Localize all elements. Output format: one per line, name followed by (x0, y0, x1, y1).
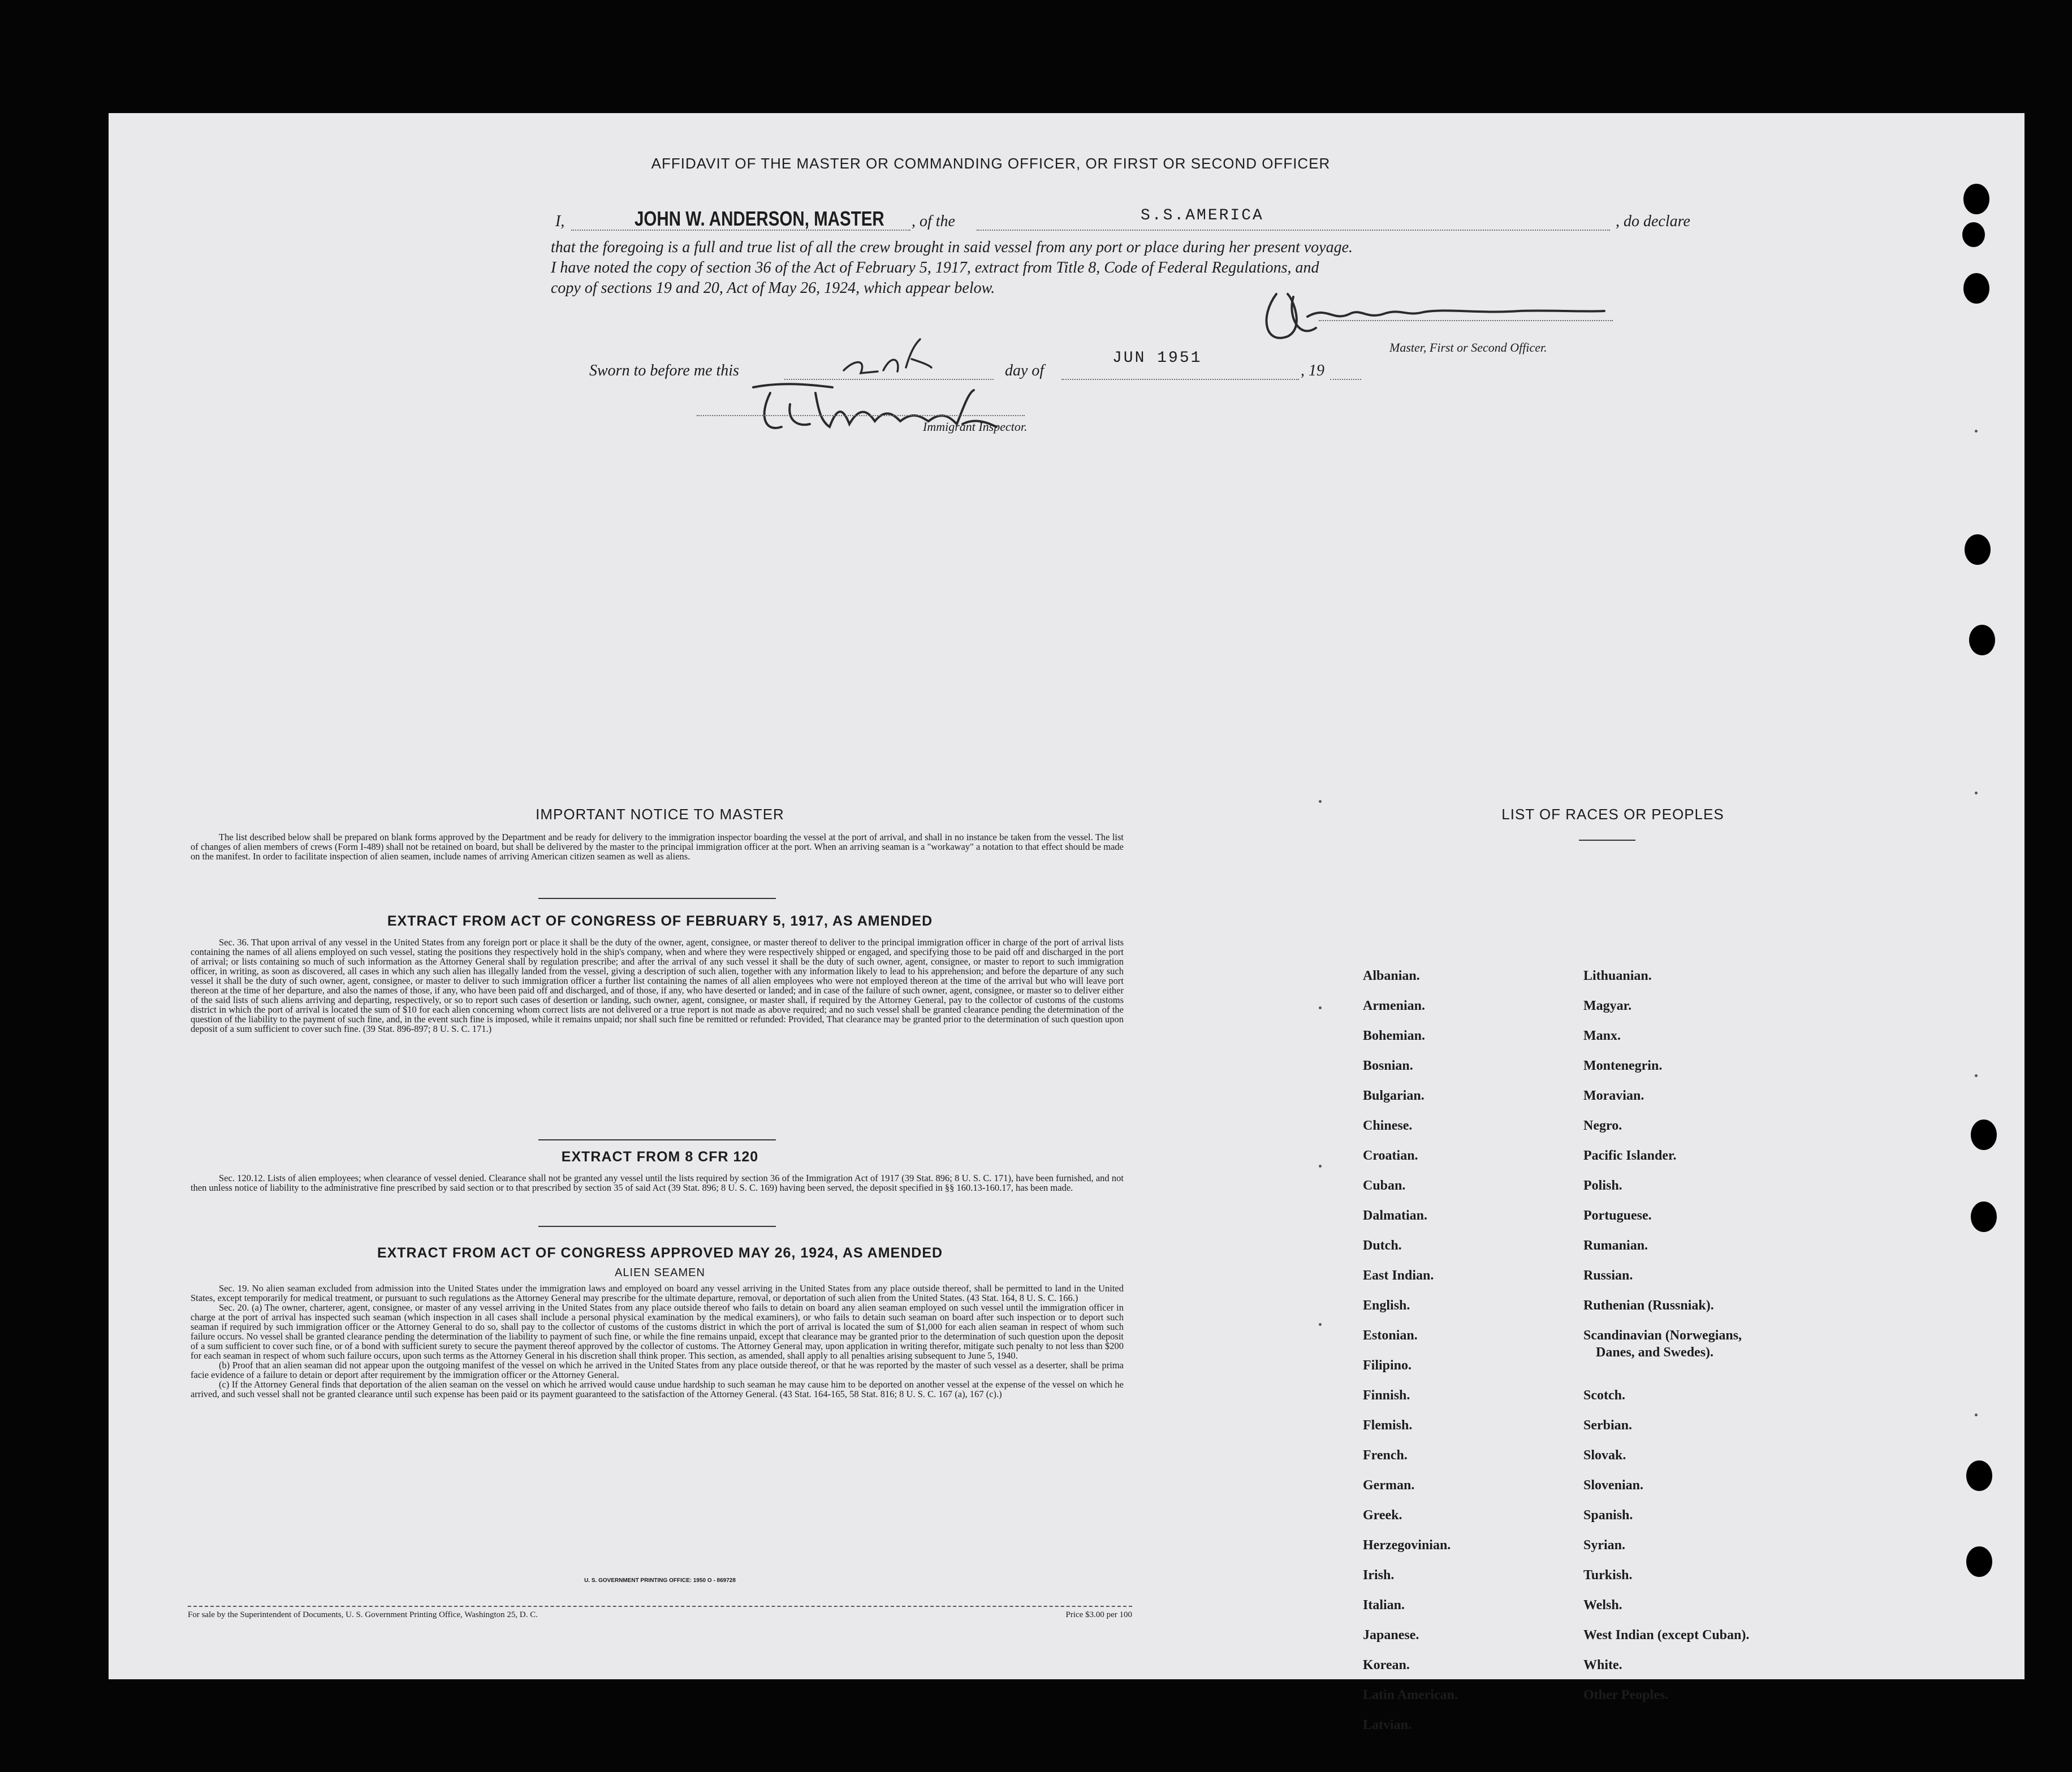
divider-3 (538, 1226, 776, 1227)
sec-20b-paragraph: (b) Proof that an alien seaman did not appear upon the outgoing manifest of the vessel on which he arrived in the United States from any place outside thereof, or that he was reported by the master of such vessel as a deserter, shall be prima facie evidence of a failure to detain or deport after requirement by the immigration officer or the Attorney General. (191, 1360, 1124, 1380)
race-item: Armenian. (1363, 999, 1425, 1013)
race-item: Korean. (1363, 1658, 1410, 1672)
race-item: Manx. (1583, 1028, 1621, 1043)
race-item: Danes, and Swedes). (1596, 1345, 1714, 1360)
race-item: Filipino. (1363, 1358, 1412, 1373)
race-item: Slovenian. (1583, 1478, 1644, 1493)
race-item: Albanian. (1363, 969, 1420, 983)
scan-speck (1975, 430, 1978, 433)
race-item: Chinese. (1363, 1118, 1413, 1133)
race-item: French. (1363, 1448, 1408, 1463)
printing-office-note: U. S. GOVERNMENT PRINTING OFFICE: 1950 O - 869728 (584, 1577, 736, 1584)
scan-speck (1319, 1165, 1322, 1168)
intro-prefix: I, (555, 213, 565, 230)
race-item: East Indian. (1363, 1268, 1434, 1283)
race-item: Bosnian. (1363, 1058, 1413, 1073)
scan-speck (1975, 1414, 1978, 1416)
affidavit-line-2: that the foregoing is a full and true list of all the crew brought in said vessel from any port or place during her present voyage. (551, 239, 1353, 256)
race-item: Scotch. (1583, 1388, 1625, 1403)
extract-1917-title: EXTRACT FROM ACT OF CONGRESS OF FEBRUARY 5, 1917, AS AMENDED (387, 913, 933, 929)
form-page (109, 113, 2024, 1732)
race-item: Slovak. (1583, 1448, 1626, 1463)
race-item: Croatian. (1363, 1148, 1418, 1163)
sec-19-paragraph: Sec. 19. No alien seaman excluded from admission into the United States under the immigration laws and employed on board any vessel arriving in the United States from any place outside thereof, shall be permitted to land in the United States, except temporarily for medical treatment, or pursuant to such regulations as the Attorney General may prescribe for the ultimate departure, removal, or deportation of such alien from the United States. (43 Stat. 164, 8 U. S. C. 166.) (191, 1283, 1124, 1303)
races-divider (1579, 840, 1635, 841)
year-line (1330, 361, 1361, 380)
extract-cfr-body (191, 1173, 1124, 1192)
race-item: Syrian. (1583, 1538, 1626, 1553)
affidavit-line-4: copy of sections 19 and 20, Act of May 26, 1924, which appear below. (551, 279, 995, 297)
race-item: Moravian. (1583, 1088, 1644, 1103)
do-declare-label: , do declare (1616, 213, 1690, 230)
race-item: Pacific Islander. (1583, 1148, 1677, 1163)
race-item: Bohemian. (1363, 1028, 1426, 1043)
extract-1924-subtitle: ALIEN SEAMEN (615, 1267, 705, 1279)
inspector-caption: Immigrant Inspector. (923, 420, 1028, 434)
extract-1924-body (191, 1283, 1124, 1399)
scan-speck (1975, 1074, 1978, 1077)
notice-title: IMPORTANT NOTICE TO MASTER (536, 806, 784, 823)
race-item: Japanese. (1363, 1628, 1419, 1643)
extract-cfr-title: EXTRACT FROM 8 CFR 120 (561, 1149, 759, 1165)
punch-hole (1966, 1546, 1992, 1577)
master-signature-line (1319, 318, 1613, 321)
race-item: Negro. (1583, 1118, 1622, 1133)
notice-body (191, 832, 1124, 861)
race-item: Dutch. (1363, 1238, 1402, 1253)
punch-hole (1966, 1460, 1992, 1491)
race-item: Finnish. (1363, 1388, 1410, 1403)
inspector-signature-line (697, 413, 1025, 416)
sworn-month-year: JUN 1951 (1112, 349, 1202, 367)
footer-rule (188, 1606, 1132, 1607)
race-item: Ruthenian (Russniak). (1583, 1298, 1714, 1313)
race-item: Flemish. (1363, 1418, 1413, 1433)
extract-1924-title: EXTRACT FROM ACT OF CONGRESS APPROVED MAY 26, 1924, AS AMENDED (377, 1245, 943, 1261)
race-item: Other Peoples. (1583, 1688, 1669, 1702)
race-item: Estonian. (1363, 1328, 1418, 1343)
race-item: Russian. (1583, 1268, 1633, 1283)
extract-1917-body (191, 937, 1124, 1034)
sec-20a-paragraph: Sec. 20. (a) The owner, charterer, agent, consignee, or master of any vessel arriving in the United States from any place outside thereof who fails to detain on board any alien seaman employed on such vessel until the immigration officer in charge at the port of arrival has inspected such seaman (which inspection in all cases shall include a personal physical examination by the medical examiners), or who fails to detain such seaman on board after such inspection or to deport such seaman if required by such immigration officer or the Attorney General to do so, shall pay to the collector of customs of the customs district in which the port of arrival is located the sum of $1,000 for each alien seaman in respect of whom such failure occurs. No vessel shall be granted clearance pending the determination of the liability to payment of such fine, or while the fine remains unpaid, except that clearance may be granted prior to the determination of such question upon the deposit of a sum sufficient to cover such fine, or of a bond with sufficient surety to secure the payment thereof approved by the collector of customs. The Attorney General may, upon application in writing therefor, mitigate such penalty to not less than $200 for each seaman in respect of whom such failure occurs, upon such terms as the Attorney General in his discretion shall think proper. This section, as amended, shall apply to all penalties arising subsequent to June 5, 1940. (191, 1302, 1124, 1361)
race-item: Scandinavian (Norwegians, (1583, 1328, 1742, 1343)
year-19-label: , 19 (1301, 362, 1324, 379)
race-item: Lithuanian. (1583, 969, 1652, 983)
race-item: Italian. (1363, 1598, 1405, 1613)
race-item: Latin American. (1363, 1688, 1458, 1702)
race-item: German. (1363, 1478, 1415, 1493)
of-the-label: , of the (912, 213, 955, 230)
punch-hole (1963, 273, 1989, 304)
race-item: Dalmatian. (1363, 1208, 1427, 1223)
punch-hole (1965, 534, 1991, 565)
vessel-name: S.S.AMERICA (1141, 207, 1264, 224)
punch-hole (1971, 1201, 1997, 1232)
race-item: Cuban. (1363, 1178, 1406, 1193)
race-item: English. (1363, 1298, 1410, 1313)
notice-text: The list described below shall be prepared on blank forms approved by the Department and be ready for delivery to the immigration inspector boarding the vessel at the port of arrival, and shall in no instance be taken from the vessel. The list of changes of alien members of crews (Form I-489) shall not be retained on board, but shall be delivered by the master to the principal immigration officer at the port. When an arriving seaman is a "workaway" a notation to that effect should be made on the manifest. In order to facilitate inspection of alien seamen, include names of arriving American citizen seamen as well as aliens. (191, 832, 1124, 862)
day-of-label: day of (1005, 362, 1044, 379)
scan-speck (1319, 1006, 1322, 1009)
race-item: Herzegovinian. (1363, 1538, 1451, 1553)
race-item: White. (1583, 1658, 1622, 1672)
race-item: Spanish. (1583, 1508, 1633, 1523)
footer-price: Price $3.00 per 100 (1065, 1610, 1132, 1619)
footer-sale-note: For sale by the Superintendent of Documents, U. S. Government Printing Office, Washington 25, D. C. (188, 1610, 538, 1619)
master-caption: Master, First or Second Officer. (1389, 340, 1547, 355)
extract-1917-text: Sec. 36. That upon arrival of any vessel in the United States from any foreign port or place it shall be the duty of the owner, agent, consignee, or master thereof to deliver to the principal immigration officer in charge of the port of arrival lists containing the names of all aliens employed on such vessel, stating the positions they respectively hold in the ship's company, when and where they were respectively shipped or engaged, and specifying those to be paid off and discharged in the port of arrival; or lists containing so much of such information as the Attorney General shall by regulation prescribe; and after the arrival of any such vessel it shall be the duty of such owner, agent, consignee, or master to report to such immigration officer, in writing, as soon as discovered, all cases in which any such alien has illegally landed from the vessel, giving a description of such alien, together with any information likely to lead to his apprehension; and before the departure of any such vessel it shall be the duty of such owner, agent, consignee, or master to deliver to such immigration officer a further list containing the names of all alien employees who were not employed thereon at the time of the arrival but who will leave port thereon at the time of her departure, and also the names of those, if any, who have been paid off and discharged, and of those, if any, who have deserted or landed; and in case of the failure of such owner, agent, consignee, or master so to deliver either of the said lists of such aliens arriving and departing, respectively, or so to report such cases of desertion or landing, such owner, agent, consignee, or master shall, if required by the Attorney General, pay to the collector of customs of the customs district in which the port of arrival is located the sum of $10 for each alien concerning whom correct lists are not delivered or a true report is not made as above required; and no such vessel shall be granted clearance pending the determination of the question of the liability to the payment of such fine, and, in the event such fine is imposed, while it remains unpaid; nor shall such fine be remitted or refunded: Provided, That clearance may be granted prior to the determination of such question upon deposit of a sum sufficient to cover such fine. (39 Stat. 896-897; 8 U. S. C. 171.) (191, 937, 1124, 1034)
race-item: West Indian (except Cuban). (1583, 1628, 1750, 1643)
race-item: Latvian. (1363, 1718, 1412, 1732)
affidavit-line-3: I have noted the copy of section 36 of the Act of February 5, 1917, extract from Title 8, Code of Federal Regulations, and (551, 259, 1319, 276)
scan-speck (1975, 792, 1978, 794)
extract-cfr-text: Sec. 120.12. Lists of alien employees; when clearance of vessel denied. Clearance shall not be granted any vessel until the lists required by section 36 of the Immigration Act of 1917 (39 Stat. 896; 8 U. S. C. 171), have been furnished, and not then unless notice of liability to the administrative fine prescribed by said section or to that prescribed by section 35 of said Act (39 Stat. 896; 8 U. S. C. 169) having been served, the deposit specified in §§ 160.13-160.17, has been made. (191, 1173, 1124, 1193)
race-item: Bulgarian. (1363, 1088, 1424, 1103)
punch-hole (1962, 222, 1985, 247)
race-item: Greek. (1363, 1508, 1402, 1523)
race-item: Welsh. (1583, 1598, 1622, 1613)
race-item: Magyar. (1583, 999, 1632, 1013)
scan-speck (1319, 1323, 1322, 1326)
punch-hole (1971, 1120, 1997, 1150)
master-name: JOHN W. ANDERSON, MASTER (634, 207, 884, 230)
affidavit-title: AFFIDAVIT OF THE MASTER OR COMMANDING OFFICER, OR FIRST OR SECOND OFFICER (651, 155, 1331, 172)
race-item: Montenegrin. (1583, 1058, 1663, 1073)
race-item: Turkish. (1583, 1568, 1633, 1583)
punch-hole (1969, 625, 1995, 655)
sworn-prefix: Sworn to before me this (589, 362, 739, 379)
punch-hole (1963, 184, 1989, 214)
race-item: Irish. (1363, 1568, 1395, 1583)
race-item: Polish. (1583, 1178, 1622, 1193)
divider-2 (538, 1139, 776, 1140)
races-column-2 (1583, 969, 1749, 1718)
sec-20c-paragraph: (c) If the Attorney General finds that deportation of the alien seaman on the vessel on which he arrived would cause undue hardship to such seaman he may cause him to be deported on another vessel at the expense of the vessel on which he arrived, and such vessel shall not be granted clearance until such expense has been paid or its payment guaranteed to the satisfaction of the Attorney General. (43 Stat. 164-165, 58 Stat. 816; 8 U. S. C. 167 (a), 167 (c).) (191, 1379, 1124, 1399)
races-column-1 (1363, 969, 1458, 1748)
race-item: Portuguese. (1583, 1208, 1652, 1223)
race-item: Serbian. (1583, 1418, 1633, 1433)
vessel-line (977, 208, 1610, 231)
races-title: LIST OF RACES OR PEOPLES (1501, 806, 1724, 823)
divider-1 (538, 898, 776, 899)
scan-speck (1319, 800, 1322, 803)
race-item: Rumanian. (1583, 1238, 1648, 1253)
